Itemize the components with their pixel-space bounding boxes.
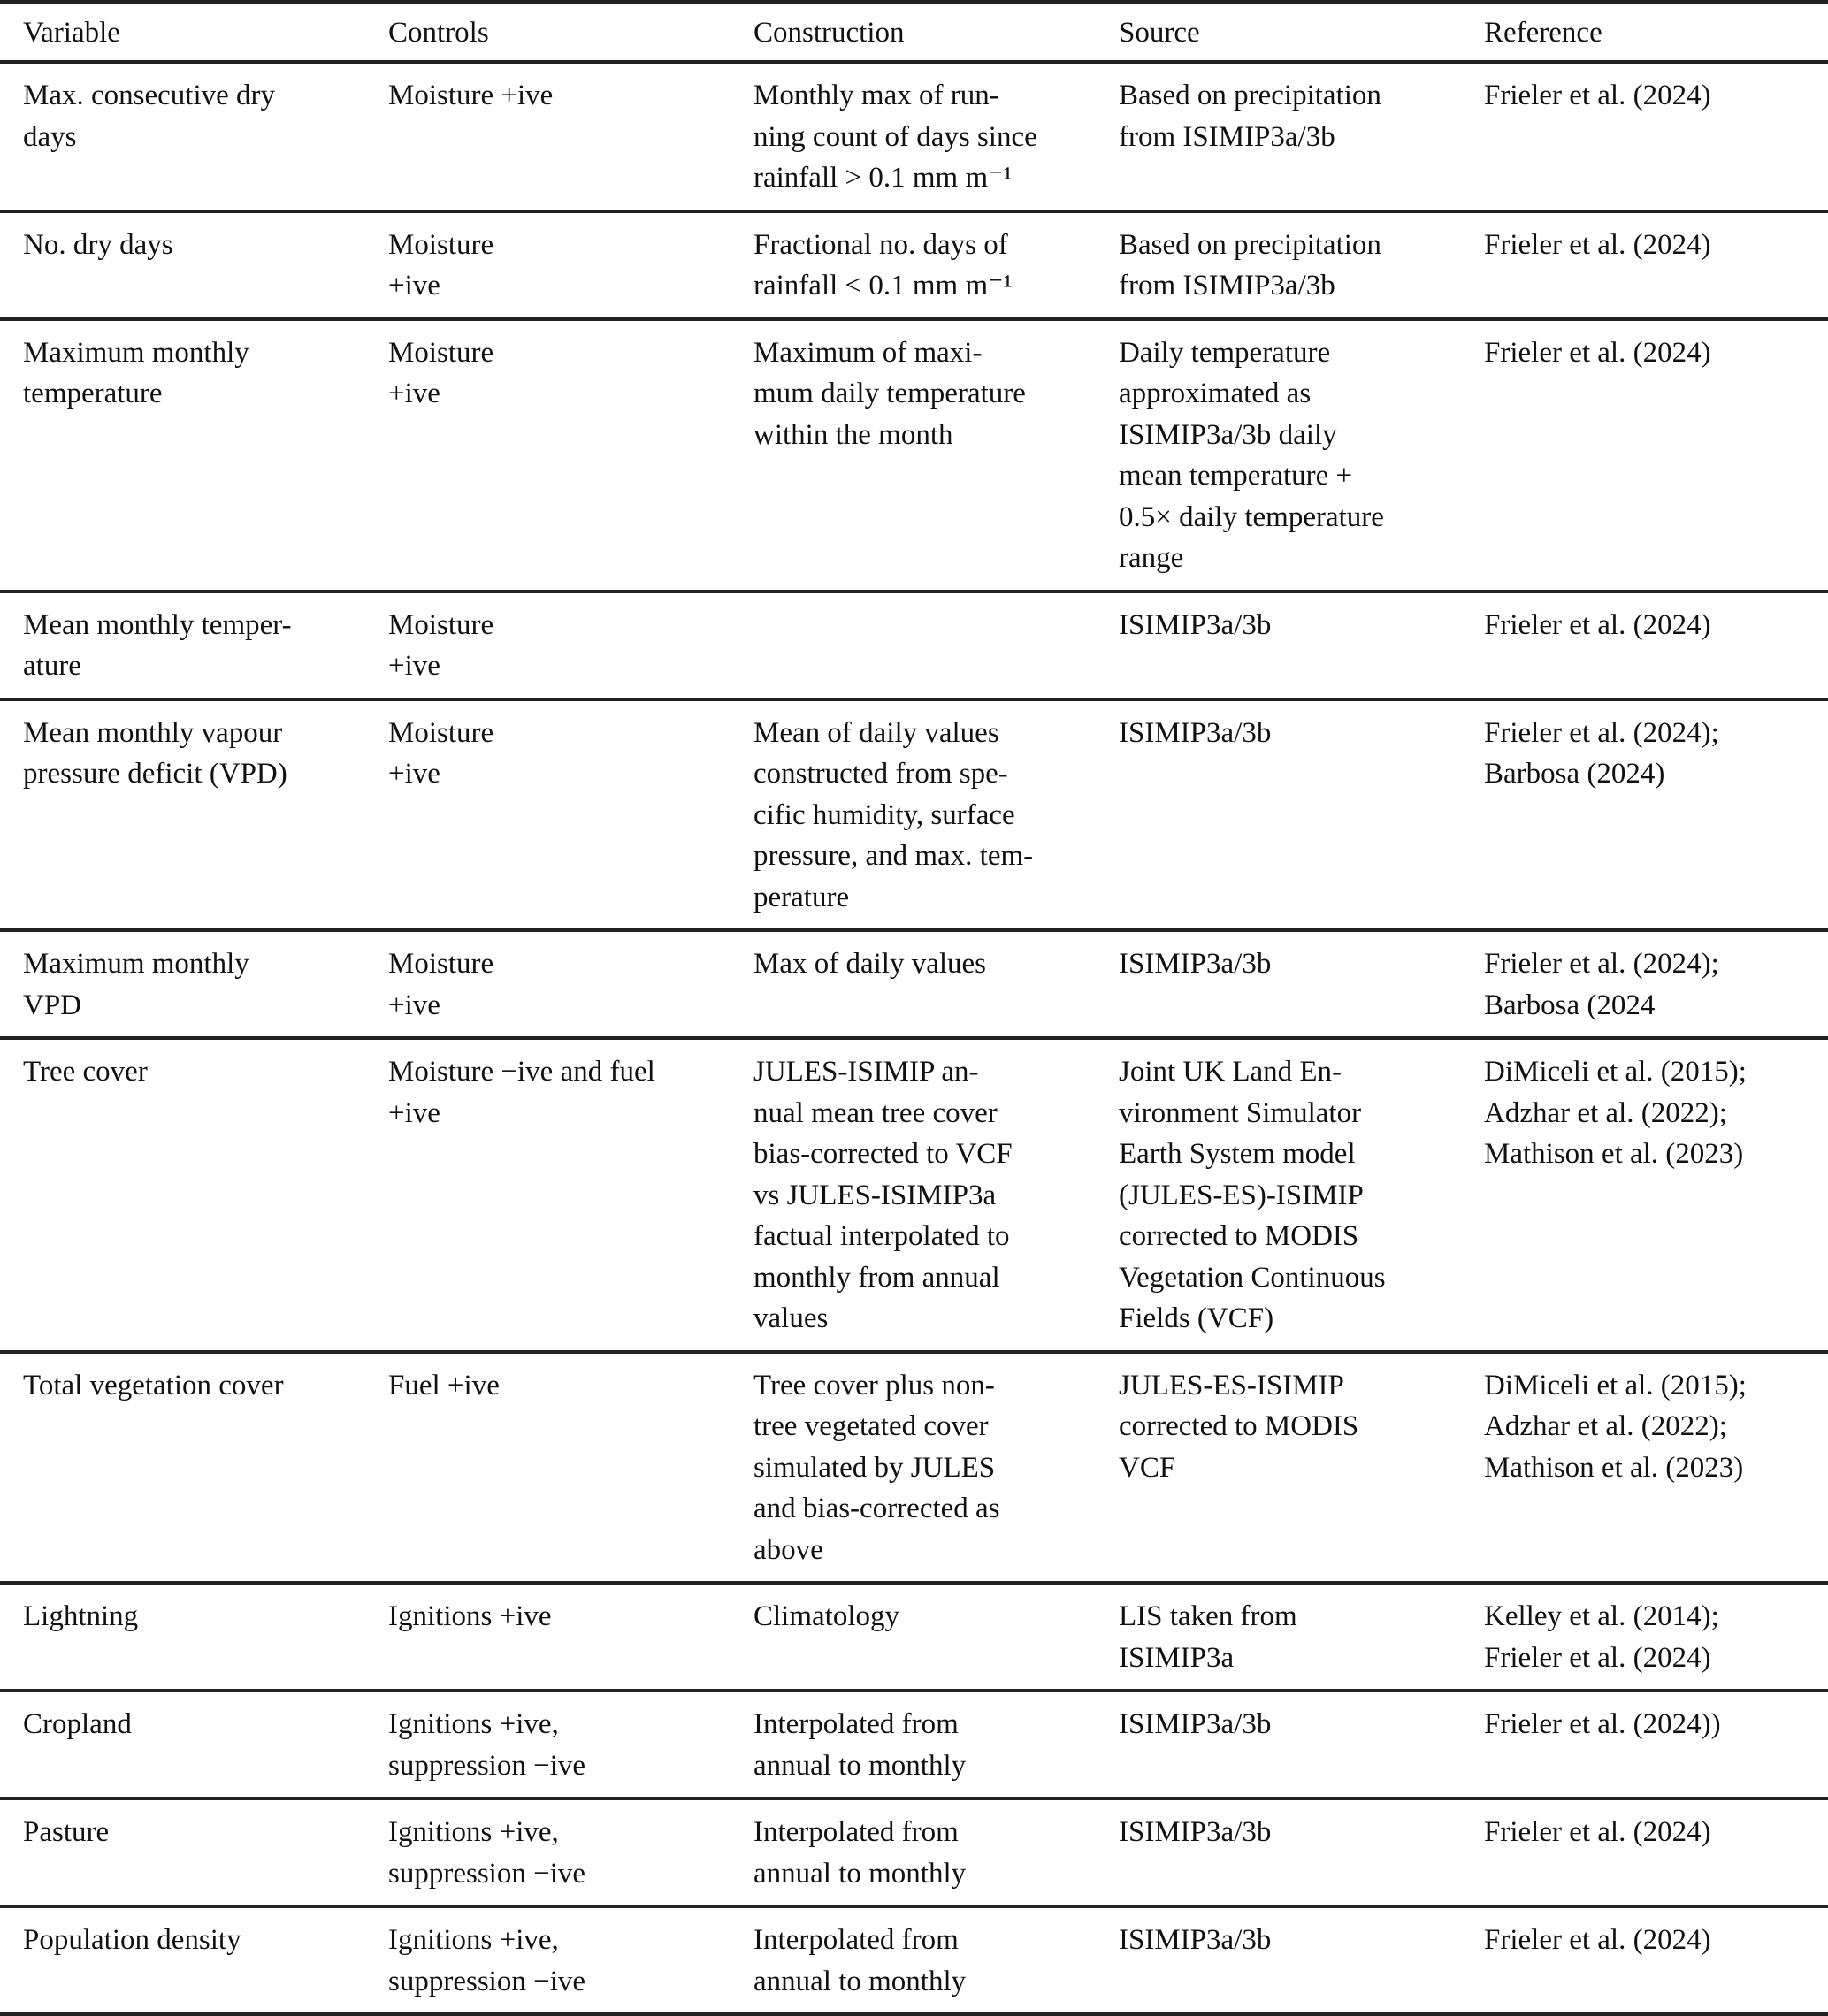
table-row	[0, 930, 1828, 1038]
cell-variable-text: Tree cover	[23, 1056, 148, 1088]
cell-variable-text: Total vegetation cover	[23, 1369, 284, 1401]
cell-construction	[753, 319, 1119, 592]
cell-construction-text: JULES-ISIMIP an- nual mean tree cover bias-corrected to VCF vs JULES-ISIMIP3a factual interpolated to monthly from annual values	[753, 1056, 1013, 1334]
table-row	[0, 1906, 1828, 2014]
cell-variable	[0, 1691, 388, 1798]
cell-reference-text: Frieler et al. (2024)	[1484, 608, 1711, 641]
cell-source-text: ISIMIP3a/3b	[1119, 608, 1272, 641]
cell-reference	[1484, 930, 1828, 1038]
cell-source	[1119, 1798, 1484, 1906]
cell-construction	[753, 930, 1119, 1038]
cell-variable	[0, 1583, 388, 1691]
cell-source	[1119, 1038, 1484, 1352]
cell-reference	[1484, 1798, 1828, 1906]
cell-variable	[0, 930, 388, 1038]
cell-construction-text: Maximum of maxi- mum daily temperature within the month	[753, 336, 1026, 451]
cell-variable	[0, 319, 388, 592]
cell-controls-text: Ignitions +ive, suppression −ive	[388, 1924, 586, 1997]
cell-controls	[388, 62, 753, 211]
cell-reference-text: Kelley et al. (2014); Frieler et al. (2024)	[1484, 1600, 1719, 1674]
cell-reference-text: DiMiceli et al. (2015); Adzhar et al. (2022); Mathison et al. (2023)	[1484, 1369, 1747, 1484]
cell-source-text: ISIMIP3a/3b	[1119, 1708, 1272, 1740]
cell-variable-text: Mean monthly temper- ature	[23, 608, 292, 682]
cell-reference-text: Frieler et al. (2024)	[1484, 228, 1711, 261]
cell-reference-text: Frieler et al. (2024)	[1484, 336, 1711, 369]
cell-variable-text: Max. consecutive dry days	[23, 80, 275, 153]
cell-source-text: JULES-ES-ISIMIP corrected to MODIS VCF	[1119, 1369, 1359, 1484]
table-row	[0, 1352, 1828, 1584]
cell-reference	[1484, 62, 1828, 211]
cell-controls-text: Moisture +ive	[388, 228, 494, 302]
cell-controls-text: Moisture +ive	[388, 608, 494, 682]
cell-controls	[388, 1352, 753, 1584]
cell-construction-text: Max of daily values	[753, 948, 987, 980]
cell-reference	[1484, 319, 1828, 592]
cell-controls-text: Moisture +ive	[388, 716, 494, 790]
table-row	[0, 1038, 1828, 1352]
cell-reference	[1484, 1583, 1828, 1691]
cell-controls	[388, 1906, 753, 2014]
cell-construction	[753, 699, 1119, 931]
cell-construction	[753, 1038, 1119, 1352]
table-row	[0, 319, 1828, 592]
cell-variable-text: Lightning	[23, 1600, 139, 1632]
cell-source	[1119, 62, 1484, 211]
cell-reference	[1484, 1038, 1828, 1352]
cell-source-text: Based on precipitation from ISIMIP3a/3b	[1119, 80, 1381, 153]
cell-reference-text: Frieler et al. (2024))	[1484, 1708, 1721, 1740]
cell-construction	[753, 1352, 1119, 1584]
cell-reference	[1484, 699, 1828, 931]
cell-variable	[0, 62, 388, 211]
cell-reference	[1484, 1906, 1828, 2014]
cell-controls	[388, 319, 753, 592]
column-header-construction: Construction	[753, 17, 905, 49]
cell-source	[1119, 1691, 1484, 1798]
cell-source-text: Daily temperature approximated as ISIMIP3a/3b daily mean temperature + 0.5× daily temperature range	[1119, 336, 1384, 574]
cell-source	[1119, 319, 1484, 592]
table-row	[0, 211, 1828, 319]
cell-source-text: Joint UK Land En- vironment Simulator Earth System model (JULES-ES)-ISIMIP corrected to MODIS Vegetation Continuous Fields (VCF)	[1119, 1056, 1386, 1334]
cell-variable-text: Maximum monthly temperature	[23, 336, 249, 409]
cell-reference-text: Frieler et al. (2024); Barbosa (2024	[1484, 948, 1719, 1021]
cell-source	[1119, 211, 1484, 319]
column-header-source: Source	[1119, 17, 1200, 49]
cell-variable-text: Pasture	[23, 1816, 110, 1848]
cell-construction-text: Tree cover plus non- tree vegetated cover simulated by JULES and bias-corrected as above	[753, 1369, 1000, 1566]
cell-construction-text: Fractional no. days of rainfall < 0.1 mm m⁻¹	[753, 228, 1013, 302]
table-header	[0, 2, 1828, 62]
cell-construction	[753, 1691, 1119, 1798]
cell-source	[1119, 592, 1484, 699]
cell-construction	[753, 1906, 1119, 2014]
cell-reference-text: Frieler et al. (2024)	[1484, 80, 1711, 111]
cell-variable	[0, 1038, 388, 1352]
cell-reference	[1484, 211, 1828, 319]
cell-controls	[388, 930, 753, 1038]
cell-controls	[388, 1583, 753, 1691]
cell-reference-text: Frieler et al. (2024)	[1484, 1924, 1711, 1956]
cell-variable	[0, 1798, 388, 1906]
header-row	[0, 2, 1828, 62]
cell-reference-text: Frieler et al. (2024)	[1484, 1816, 1711, 1848]
cell-construction-text: Interpolated from annual to monthly	[753, 1816, 967, 1890]
cell-source	[1119, 930, 1484, 1038]
cell-construction	[753, 211, 1119, 319]
column-header-reference: Reference	[1484, 17, 1602, 49]
cell-construction	[753, 1583, 1119, 1691]
cell-controls-text: Fuel +ive	[388, 1369, 500, 1401]
cell-variable-text: No. dry days	[23, 228, 173, 261]
cell-reference	[1484, 1691, 1828, 1798]
cell-variable-text: Population density	[23, 1924, 241, 1956]
cell-variable-text: Maximum monthly VPD	[23, 948, 249, 1021]
cell-controls-text: Moisture +ive	[388, 948, 494, 1021]
cell-controls-text: Moisture +ive	[388, 336, 494, 409]
cell-construction-text: Climatology	[753, 1600, 899, 1632]
cell-controls	[388, 1798, 753, 1906]
cell-source-text: LIS taken from ISIMIP3a	[1119, 1600, 1297, 1674]
cell-variable	[0, 1352, 388, 1584]
cell-source	[1119, 1352, 1484, 1584]
cell-reference-text: Frieler et al. (2024); Barbosa (2024)	[1484, 716, 1719, 790]
column-header-controls: Controls	[388, 17, 489, 49]
table-row	[0, 592, 1828, 699]
cell-controls	[388, 211, 753, 319]
table-body	[0, 62, 1828, 2014]
cell-construction-text: Mean of daily values constructed from spe- cific humidity, surface pressure, and max. tem- perature	[753, 716, 1034, 913]
cell-variable	[0, 211, 388, 319]
cell-construction-text: Monthly max of run- ning count of days since rainfall > 0.1 mm m⁻¹	[753, 80, 1037, 194]
cell-controls	[388, 592, 753, 699]
cell-reference	[1484, 592, 1828, 699]
cell-source-text: Based on precipitation from ISIMIP3a/3b	[1119, 228, 1381, 302]
table-row	[0, 1691, 1828, 1798]
cell-construction	[753, 62, 1119, 211]
column-header-variable: Variable	[23, 17, 120, 49]
cell-controls-text: Ignitions +ive, suppression −ive	[388, 1816, 586, 1890]
cell-controls-text: Ignitions +ive	[388, 1600, 552, 1632]
cell-construction-text: Interpolated from annual to monthly	[753, 1924, 967, 1997]
cell-source-text: ISIMIP3a/3b	[1119, 1924, 1272, 1956]
cell-controls-text: Moisture +ive	[388, 80, 554, 111]
cell-construction	[753, 1798, 1119, 1906]
cell-variable-text: Cropland	[23, 1708, 132, 1740]
cell-controls	[388, 1691, 753, 1798]
cell-reference	[1484, 1352, 1828, 1584]
cell-construction	[753, 592, 1119, 699]
cell-controls-text: Moisture −ive and fuel +ive	[388, 1056, 655, 1129]
cell-source	[1119, 1583, 1484, 1691]
cell-source	[1119, 699, 1484, 931]
cell-construction-text: Interpolated from annual to monthly	[753, 1708, 967, 1782]
cell-controls	[388, 1038, 753, 1352]
cell-variable-text: Mean monthly vapour pressure deficit (VPD)	[23, 716, 287, 790]
cell-source-text: ISIMIP3a/3b	[1119, 948, 1272, 980]
cell-source-text: ISIMIP3a/3b	[1119, 1816, 1272, 1848]
cell-variable	[0, 699, 388, 931]
table-row	[0, 699, 1828, 931]
cell-variable	[0, 1906, 388, 2014]
table-row	[0, 1583, 1828, 1691]
cell-variable	[0, 592, 388, 699]
cell-reference-text: DiMiceli et al. (2015); Adzhar et al. (2022); Mathison et al. (2023)	[1484, 1056, 1747, 1170]
cell-controls	[388, 699, 753, 931]
cell-source	[1119, 1906, 1484, 2014]
table-row	[0, 62, 1828, 211]
cell-controls-text: Ignitions +ive, suppression −ive	[388, 1708, 586, 1782]
cell-source-text: ISIMIP3a/3b	[1119, 716, 1272, 749]
table-row	[0, 1798, 1828, 1906]
